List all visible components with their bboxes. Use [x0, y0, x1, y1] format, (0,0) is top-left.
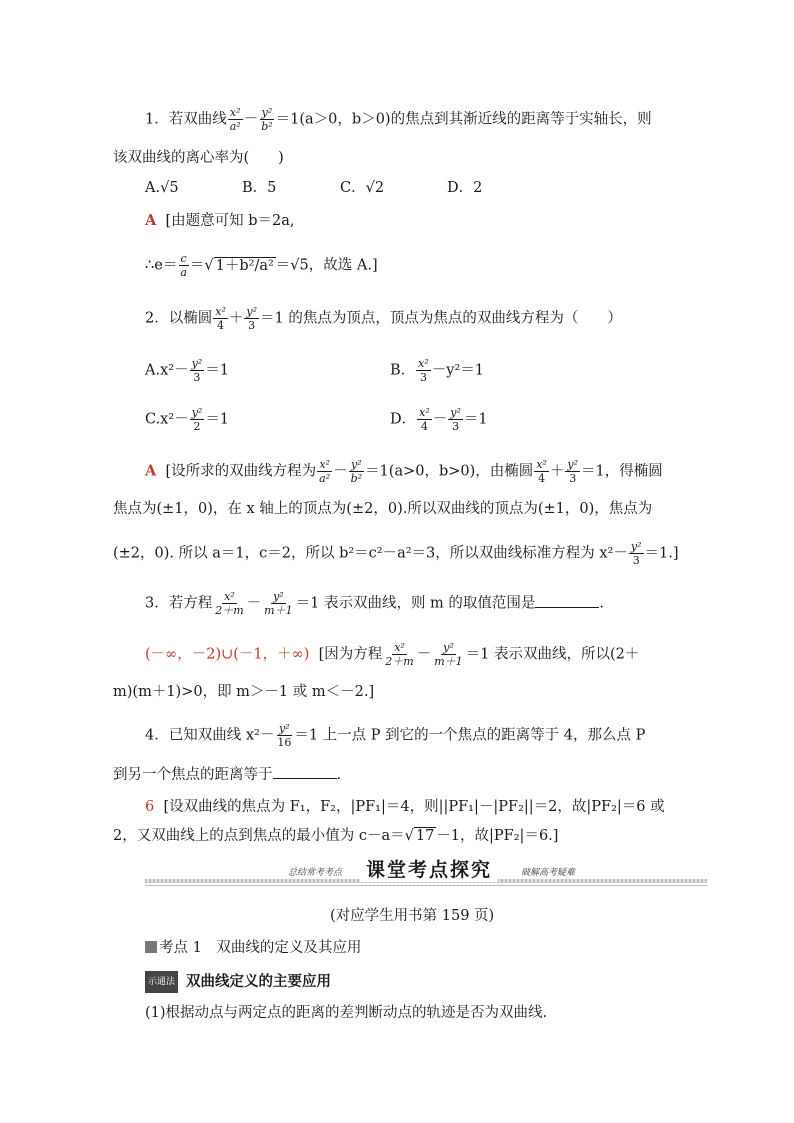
q3-answer-line2: m)(m＋1)>0，即 m＞－1 或 m＜－2.] — [113, 684, 375, 700]
q4-stem-line2: 到另一个焦点的距离等于 . — [113, 764, 341, 785]
q1-stem-line2: 该双曲线的离心率为( ) — [113, 150, 284, 166]
method-tag: 示通法 — [145, 971, 178, 993]
q1-answer-line2: ∴e＝ $\frac{c}{a}$ ＝√ 1＋b²/a² ＝√5，故选 A.] — [145, 252, 378, 279]
q2-option-a: A.x²－ $\frac{\text{y²}}{3}$ ＝1 — [145, 357, 229, 384]
banner-title: 课堂考点探究 — [360, 855, 498, 882]
q1-option-a: A.√5 — [145, 180, 179, 196]
q1-option-c: C．√2 — [340, 180, 385, 196]
q2-answer-line1: A [设所求的双曲线方程为 $\frac{\text{x²}}{\text{a²}}$ － $\frac{\text{y²}}{\text{b²}}$ ＝1(a>0，b>0)，由椭圆 $\frac{\text{x²}}{4}$ ＋ $\frac{\text{y²}}{3}$ ＝1，得椭圆 — [145, 458, 663, 485]
q2-option-d: D． $\frac{\text{x²}}{4}$ － $\frac{\text{y²}}{3}$ ＝1 — [390, 406, 488, 433]
q1-option-b: B．5 — [242, 180, 277, 196]
q2-answer-line3: (±2，0). 所以 a＝1，c＝2，所以 b²＝c²－a²＝3，所以双曲线标准方程为 x²－ $\frac{\text{y²}}{3}$ ＝1.] — [113, 540, 679, 567]
q1-answer-line1: A [由题意可知 b＝2a, — [145, 212, 295, 229]
topic-marker-icon — [145, 941, 157, 953]
page-reference: (对应学生用书第 159 页) — [330, 908, 495, 924]
q4-stem-line1: 4．已知双曲线 x²－ $\frac{\text{y²}}{16}$ ＝1 上一点 P 到它的一个焦点的距离等于 4，那么点 P — [145, 722, 646, 749]
q4-answer-line1: 6 [设双曲线的焦点为 F₁，F₂，|PF₁|＝4，则||PF₁|－|PF₂||＝2，故|PF₂|＝6 或 — [145, 799, 665, 815]
answer-letter: A — [145, 212, 157, 229]
q3-stem: 3．若方程 $\frac{\text{x²}}{2+m}$ － $\frac{\text{y²}}{m+1}$ ＝1 表示双曲线，则 m 的取值范围是 . — [145, 590, 605, 617]
answer-range: (－∞，－2)∪(－1，＋∞) — [145, 646, 310, 663]
q2-option-c: C.x²－ $\frac{\text{y²}}{2}$ ＝1 — [145, 406, 230, 433]
fraction: $\frac{\text{y²}}{\text{b²}}$ — [261, 106, 273, 133]
q2-option-b: B． $\frac{\text{x²}}{3}$ －y²＝1 — [390, 357, 485, 384]
answer-blank — [535, 593, 599, 608]
fraction: $\frac{\text{x²}}{\text{a²}}$ — [229, 106, 241, 133]
q2-stem: 2．以椭圆 $\frac{\text{x²}}{4}$ ＋ $\frac{\text{y²}}{3}$ ＝1 的焦点为顶点，顶点为焦点的双曲线方程为（ ） — [145, 305, 622, 332]
q2-answer-line2: 焦点为(±1，0)，在 x 轴上的顶点为(±2，0).所以双曲线的顶点为(±1，0)，焦点为 — [113, 501, 653, 517]
banner-left-note: 总结常考考点 — [288, 868, 343, 878]
topic-heading: 考点 1 双曲线的定义及其应用 — [145, 938, 361, 958]
q4-answer-line2: 2，又双曲线上的点到焦点的最小值为 c－a＝√ 17 －1，故|PF₂|＝6.] — [113, 828, 559, 844]
method-heading: 示通法 双曲线定义的主要应用 — [145, 971, 331, 993]
banner-underline — [145, 885, 707, 886]
q3-answer-line1: (－∞，－2)∪(－1，＋∞) [因为方程 $\frac{\text{x²}}{2+m}$ － $\frac{\text{y²}}{m+1}$ ＝1 表示双曲线，所以(2＋ — [145, 641, 640, 668]
section-banner — [145, 857, 707, 889]
answer-blank — [273, 764, 337, 779]
method-item-1: (1)根据动点与两定点的距离的差判断动点的轨迹是否为双曲线. — [145, 1005, 548, 1021]
banner-right-note: 破解高考疑难 — [521, 868, 576, 878]
q1-stem-line1: 1．若双曲线 $\frac{\text{x²}}{\text{a²}}$ － $\frac{\text{y²}}{\text{b²}}$ ＝1(a＞0，b＞0)的焦点到其渐近线的距离等于实轴长，则 — [145, 106, 652, 133]
q1-option-d: D．2 — [447, 180, 483, 196]
